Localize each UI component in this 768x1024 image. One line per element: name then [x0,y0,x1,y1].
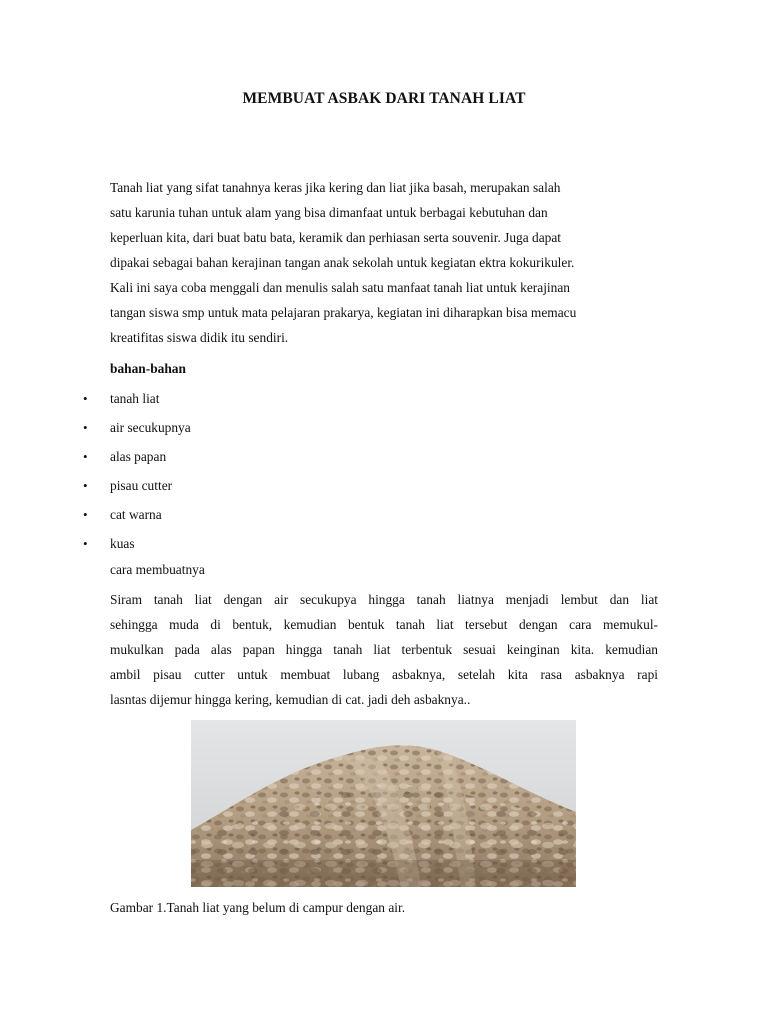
method-line: Siram tanah liat dengan air secukupya hingga tanah liatnya menjadi lembut dan liat [110,592,658,607]
intro-paragraph [110,179,662,354]
list-item [0,448,768,477]
document-title: MEMBUAT ASBAK DARI TANAH LIAT [242,90,526,107]
bullet-icon: • [83,420,88,435]
intro-line: Tanah liat yang sifat tanahnya keras jika kering dan liat jika basah, merupakan salah [110,180,561,195]
method-paragraph [110,591,658,716]
material-label: alas papan [110,449,167,464]
figure-caption: Gambar 1.Tanah liat yang belum di campur dengan air. [110,900,406,915]
intro-line: tangan siswa smp untuk mata pelajaran prakarya, kegiatan ini diharapkan bisa memacu [110,305,577,320]
intro-line: kreatifitas siswa didik itu sendiri. [110,330,289,345]
method-line: sehingga muda di bentuk, kemudian bentuk tanah liat tersebut dengan cara memukul- [110,617,658,632]
bullet-icon: • [83,507,88,522]
materials-heading: bahan-bahan [110,361,186,376]
method-line: mukulkan pada alas papan hingga tanah liat terbentuk sesuai keinginan kita. kemudian [110,642,658,657]
intro-line: dipakai sebagai bahan kerajinan tangan anak sekolah untuk kegiatan ektra kokurikuler. [110,255,575,270]
bullet-icon: • [83,449,88,464]
method-heading: cara membuatnya [110,562,205,577]
intro-line: keperluan kita, dari buat batu bata, keramik dan perhiasan serta souvenir. Juga dapat [110,230,562,245]
method-line: lasntas dijemur hingga kering, kemudian di cat. jadi deh asbaknya.. [110,692,471,707]
material-label: pisau cutter [110,478,173,493]
list-item [0,535,768,564]
method-line: ambil pisau cutter untuk membuat lubang asbaknya, setelah kita rasa asbaknya rapi [110,667,658,682]
material-label: air secukupnya [110,420,191,435]
bullet-icon: • [83,391,88,406]
list-item [0,477,768,506]
materials-list [0,390,768,564]
intro-line: satu karunia tuhan untuk alam yang bisa dimanfaat untuk berbagai kebutuhan dan [110,205,548,220]
list-item [0,390,768,419]
material-label: tanah liat [110,391,160,406]
intro-line: Kali ini saya coba menggali dan menulis salah satu manfaat tanah liat untuk kerajinan [110,280,570,295]
clay-mound-photo [191,720,576,887]
material-label: kuas [110,536,135,551]
material-label: cat warna [110,507,162,522]
bullet-icon: • [83,536,88,551]
list-item [0,506,768,535]
bullet-icon: • [83,478,88,493]
list-item [0,419,768,448]
